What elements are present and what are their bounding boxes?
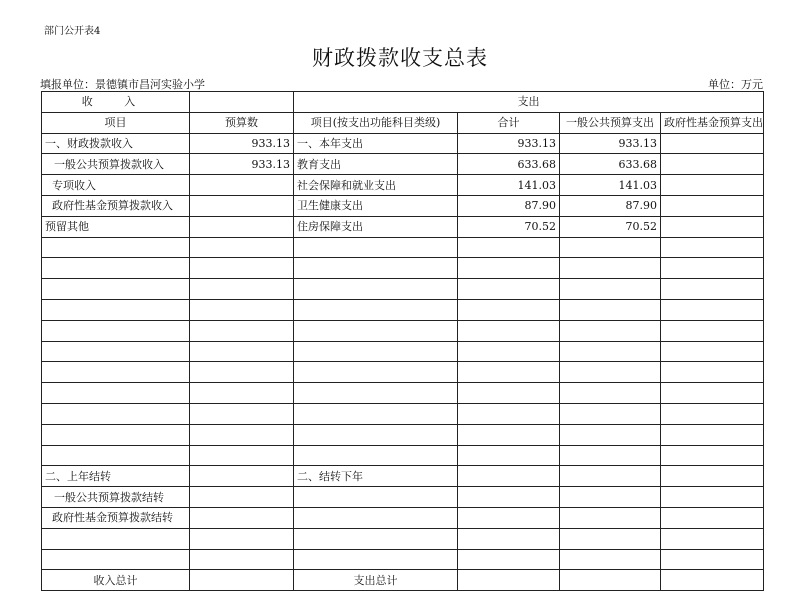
totals-row	[42, 570, 764, 591]
expense-general: 141.03	[560, 175, 661, 196]
empty-cell	[294, 341, 458, 362]
expense-general: 70.52	[560, 216, 661, 237]
next-year-label: 二、结转下年	[294, 466, 458, 487]
empty-cell	[560, 362, 661, 383]
empty-cell	[458, 570, 560, 591]
col-total: 合计	[458, 112, 560, 133]
empty-cell	[294, 487, 458, 508]
col-general: 一般公共预算支出	[560, 112, 661, 133]
income-label: 预留其他	[42, 216, 190, 237]
table-row	[42, 466, 764, 487]
empty-cell	[190, 528, 294, 549]
expense-total: 87.90	[458, 195, 560, 216]
empty-cell	[190, 237, 294, 258]
empty-cell	[190, 279, 294, 300]
expense-label: 卫生健康支出	[294, 195, 458, 216]
budget-table	[41, 91, 764, 591]
income-label: 政府性基金预算拨款收入	[42, 195, 190, 216]
expense-total: 70.52	[458, 216, 560, 237]
empty-cell	[560, 299, 661, 320]
empty-cell	[458, 299, 560, 320]
empty-cell	[42, 362, 190, 383]
empty-cell	[294, 424, 458, 445]
empty-cell	[42, 403, 190, 424]
expense-fund	[661, 175, 764, 196]
empty-cell	[42, 279, 190, 300]
empty-cell	[190, 487, 294, 508]
income-value	[190, 195, 294, 216]
expense-general: 87.90	[560, 195, 661, 216]
table-row	[42, 175, 764, 196]
empty-cell	[661, 299, 764, 320]
header-row-1	[42, 92, 764, 113]
expense-general: 933.13	[560, 133, 661, 154]
empty-row	[42, 237, 764, 258]
expense-total: 141.03	[458, 175, 560, 196]
fill-unit-label: 填报单位：景德镇市昌河实验小学	[40, 78, 205, 91]
empty-cell	[560, 570, 661, 591]
empty-cell	[190, 570, 294, 591]
corner-label: 部门公开表4	[44, 26, 101, 37]
unit-label: 单位：万元	[708, 78, 763, 91]
table-row	[42, 195, 764, 216]
empty-cell	[190, 341, 294, 362]
empty-cell	[190, 383, 294, 404]
empty-cell	[661, 549, 764, 570]
empty-row	[42, 341, 764, 362]
empty-row	[42, 383, 764, 404]
empty-cell	[661, 487, 764, 508]
empty-cell	[661, 341, 764, 362]
empty-cell	[560, 528, 661, 549]
empty-cell	[661, 403, 764, 424]
empty-cell	[190, 466, 294, 487]
empty-cell	[661, 279, 764, 300]
empty-row	[42, 279, 764, 300]
empty-row	[42, 362, 764, 383]
empty-cell	[560, 341, 661, 362]
empty-cell	[42, 258, 190, 279]
empty-cell	[294, 258, 458, 279]
empty-cell	[458, 445, 560, 466]
table-row	[42, 549, 764, 570]
empty-row	[42, 320, 764, 341]
expense-total: 933.13	[458, 133, 560, 154]
empty-cell	[458, 341, 560, 362]
empty-cell	[560, 383, 661, 404]
table-row	[42, 133, 764, 154]
empty-cell	[560, 487, 661, 508]
empty-cell	[661, 362, 764, 383]
empty-cell	[294, 279, 458, 300]
empty-row	[42, 299, 764, 320]
empty-cell	[294, 237, 458, 258]
empty-cell	[458, 237, 560, 258]
empty-cell	[458, 403, 560, 424]
general-carry-label: 一般公共预算拨款结转	[42, 487, 190, 508]
empty-cell	[458, 258, 560, 279]
prev-year-label: 二、上年结转	[42, 466, 190, 487]
empty-cell	[190, 362, 294, 383]
page-title: 财政拨款收支总表	[312, 46, 488, 70]
empty-cell	[560, 320, 661, 341]
empty-cell	[42, 237, 190, 258]
empty-cell	[458, 507, 560, 528]
income-total-label: 收入总计	[42, 570, 190, 591]
empty-cell	[42, 299, 190, 320]
table-row	[42, 216, 764, 237]
empty-cell	[458, 549, 560, 570]
empty-cell	[560, 549, 661, 570]
empty-cell	[560, 258, 661, 279]
empty-cell	[294, 507, 458, 528]
expense-fund	[661, 133, 764, 154]
empty-cell	[661, 507, 764, 528]
empty-cell	[190, 424, 294, 445]
empty-cell	[458, 528, 560, 549]
expense-general: 633.68	[560, 154, 661, 175]
empty-row	[42, 445, 764, 466]
income-header: 收 入	[42, 92, 190, 113]
empty-cell	[458, 424, 560, 445]
empty-cell	[294, 403, 458, 424]
expense-label: 教育支出	[294, 154, 458, 175]
empty-row	[42, 258, 764, 279]
col-fund: 政府性基金预算支出	[661, 112, 764, 133]
empty-cell	[560, 279, 661, 300]
empty-cell	[190, 92, 294, 113]
empty-cell	[458, 487, 560, 508]
expense-header: 支出	[294, 92, 764, 113]
empty-cell	[294, 383, 458, 404]
income-label: 一般公共预算拨款收入	[42, 154, 190, 175]
empty-cell	[560, 424, 661, 445]
income-value	[190, 216, 294, 237]
col-exp-item: 项目(按支出功能科目类级)	[294, 112, 458, 133]
empty-cell	[42, 424, 190, 445]
expense-label: 住房保障支出	[294, 216, 458, 237]
table-row	[42, 487, 764, 508]
empty-cell	[458, 320, 560, 341]
empty-cell	[661, 237, 764, 258]
empty-cell	[42, 383, 190, 404]
empty-cell	[560, 507, 661, 528]
expense-label: 一、本年支出	[294, 133, 458, 154]
table-row	[42, 154, 764, 175]
empty-cell	[560, 403, 661, 424]
col-budget: 预算数	[190, 112, 294, 133]
empty-cell	[661, 258, 764, 279]
empty-cell	[294, 320, 458, 341]
expense-fund	[661, 154, 764, 175]
empty-cell	[294, 445, 458, 466]
empty-cell	[294, 549, 458, 570]
col-item: 项目	[42, 112, 190, 133]
empty-cell	[458, 362, 560, 383]
empty-cell	[190, 299, 294, 320]
empty-cell	[190, 258, 294, 279]
income-label: 专项收入	[42, 175, 190, 196]
empty-cell	[661, 320, 764, 341]
expense-fund	[661, 216, 764, 237]
empty-row	[42, 424, 764, 445]
empty-cell	[661, 528, 764, 549]
expense-fund	[661, 195, 764, 216]
empty-cell	[560, 466, 661, 487]
empty-cell	[661, 424, 764, 445]
empty-cell	[190, 507, 294, 528]
income-label: 一、财政拨款收入	[42, 133, 190, 154]
empty-cell	[42, 445, 190, 466]
empty-cell	[190, 403, 294, 424]
empty-cell	[294, 299, 458, 320]
income-value: 933.13	[190, 154, 294, 175]
expense-total: 633.68	[458, 154, 560, 175]
table-row	[42, 507, 764, 528]
header-row-2	[42, 112, 764, 133]
table-row	[42, 528, 764, 549]
empty-cell	[661, 445, 764, 466]
empty-cell	[42, 341, 190, 362]
empty-cell	[294, 528, 458, 549]
empty-cell	[661, 383, 764, 404]
empty-cell	[190, 549, 294, 570]
empty-cell	[560, 237, 661, 258]
empty-cell	[458, 383, 560, 404]
empty-cell	[190, 320, 294, 341]
fund-carry-label: 政府性基金预算拨款结转	[42, 507, 190, 528]
empty-cell	[560, 445, 661, 466]
empty-cell	[42, 320, 190, 341]
empty-cell	[661, 466, 764, 487]
expense-total-label: 支出总计	[294, 570, 458, 591]
income-value: 933.13	[190, 133, 294, 154]
empty-cell	[294, 362, 458, 383]
empty-cell	[661, 570, 764, 591]
income-value	[190, 175, 294, 196]
empty-cell	[190, 445, 294, 466]
empty-cell	[458, 279, 560, 300]
empty-cell	[42, 549, 190, 570]
empty-rows	[42, 237, 764, 466]
empty-cell	[458, 466, 560, 487]
empty-cell	[42, 528, 190, 549]
expense-label: 社会保障和就业支出	[294, 175, 458, 196]
empty-row	[42, 403, 764, 424]
